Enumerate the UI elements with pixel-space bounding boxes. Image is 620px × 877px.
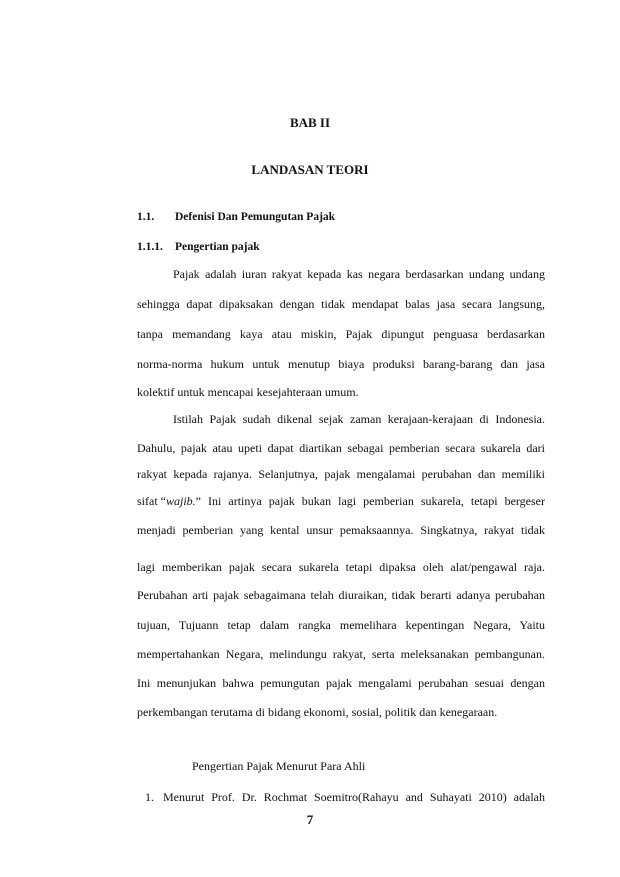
paragraph1-line: Pajak adalah iuran rakyat kepada kas negara berdasarkan undang undang bbox=[173, 267, 545, 281]
chapter-title: BAB II bbox=[289, 115, 331, 130]
paragraph2-line: lagi memberikan pajak secara sukarela tetapi dipaksa oleh alat/pengawal raja. bbox=[137, 560, 545, 574]
paragraph2-line: tujuan, Tujuann tetap dalam rangka memelihara kepentingan Negara, Yaitu bbox=[137, 618, 545, 632]
list-item-number: 1. bbox=[145, 790, 154, 804]
wajib-italic: wajib. bbox=[166, 494, 196, 508]
paragraph2-line: perkembangan terutama di bidang ekonomi, sosial, politik dan kenegaraan. bbox=[137, 705, 498, 719]
paragraph2-line: Istilah Pajak sudah dikenal sejak zaman kerajaan-kerajaan di Indonesia. bbox=[173, 412, 545, 426]
section-heading bbox=[137, 211, 537, 227]
paragraph1-line: sehingga dapat dipaksakan dengan tidak mendapat balas jasa secara langsung, bbox=[137, 297, 545, 311]
paragraph1-line: norma-norma hukum untuk menutup biaya produksi barang-barang dan jasa bbox=[137, 357, 545, 371]
paragraph1-line: tanpa memandang kaya atau miskin, Pajak dipungut penguasa berdasarkan bbox=[137, 327, 545, 341]
paragraph2-line: mempertahankan Negara, melindungu rakyat, serta meleksanakan pembangunan. bbox=[137, 647, 545, 661]
list-item-text: Menurut Prof. Dr. Rochmat Soemitro(Rahayu and Suhayati 2010) adalah bbox=[163, 790, 545, 804]
paragraph1-line: kolektif untuk mencapai kesejahteraan umum. bbox=[137, 385, 359, 399]
wajib-suffix: ” Ini artinya pajak bukan lagi pemberian sukarela, tetapi bergeser bbox=[195, 494, 545, 508]
paragraph2-line: Ini menunjukan bahwa pemungutan pajak mengalami perubahan sesuai dengan bbox=[137, 676, 545, 690]
chapter-subtitle: LANDASAN TEORI bbox=[251, 162, 369, 177]
paragraph2-line-wajib bbox=[137, 494, 545, 509]
subsection-heading bbox=[137, 241, 537, 257]
subsection-title: Pengertian pajak bbox=[175, 241, 260, 253]
section-number: 1.1. bbox=[137, 211, 155, 223]
paragraph2-line: Dahulu, pajak atau upeti dapat diartikan sebagai pemberian secara sukarela dari bbox=[137, 441, 545, 455]
wajib-prefix: sifat “ bbox=[137, 494, 166, 508]
paragraph2-line: Perubahan arti pajak sebagaimana telah diuraikan, tidak berarti adanya perubahan bbox=[137, 588, 545, 602]
subsection-number: 1.1.1. bbox=[137, 241, 163, 253]
paragraph2-line: rakyat kepada rajanya. Selanjutnya, pajak mengalamai perubahan dan memiliki bbox=[137, 467, 545, 481]
section-title: Defenisi Dan Pemungutan Pajak bbox=[175, 211, 336, 223]
paragraph2-line: menjadi pemberian yang kental unsur pemaksaannya. Singkatnya, rakyat tidak bbox=[137, 523, 545, 537]
page-number: 7 bbox=[306, 812, 314, 827]
experts-heading: Pengertian Pajak Menurut Para Ahli bbox=[192, 759, 366, 773]
